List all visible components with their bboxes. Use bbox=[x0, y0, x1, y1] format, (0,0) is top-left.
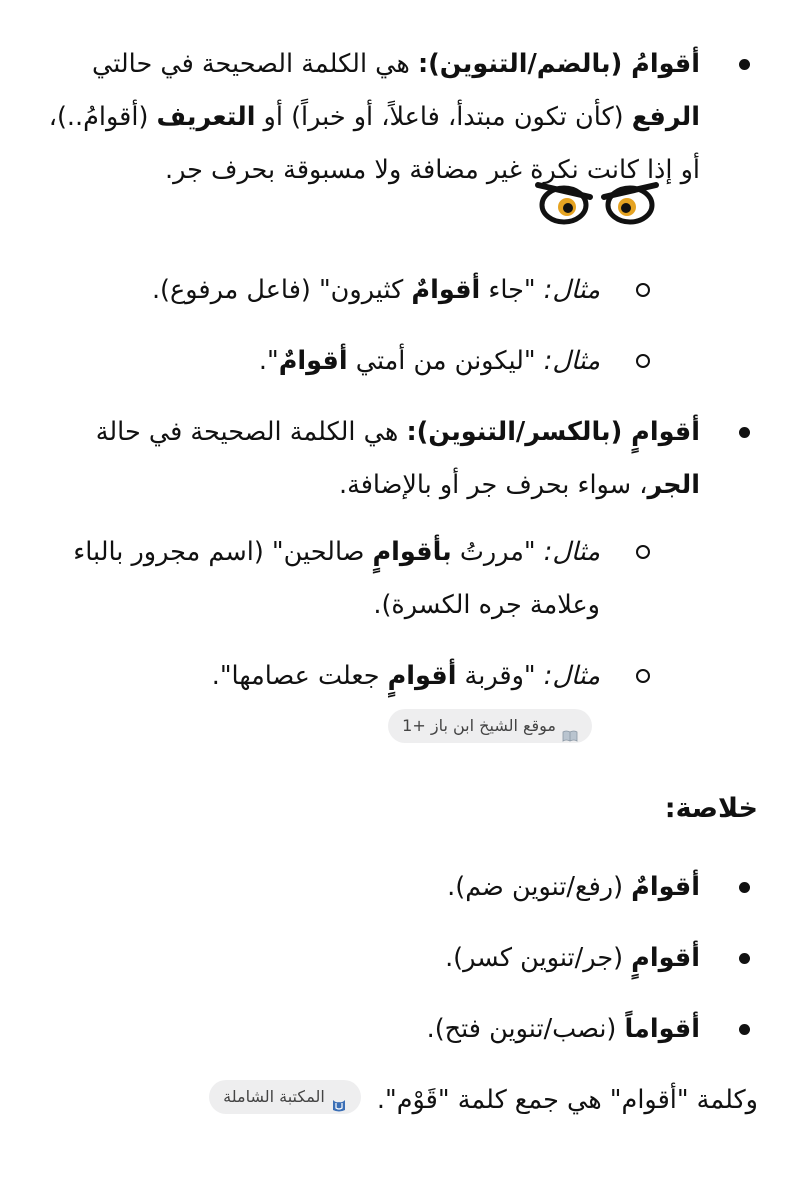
term-damma: أقوامُ (بالضم/التنوين): bbox=[417, 49, 700, 79]
circle-bullet bbox=[636, 283, 650, 297]
final-line: وكلمة "أقوام" هي جمع كلمة "قَوْم". المكتبة الشاملة bbox=[34, 1074, 758, 1127]
examples-kasra bbox=[34, 526, 700, 756]
summary-item: أقوامٌ (رفع/تنوين ضم). bbox=[34, 861, 758, 914]
term-kasra: أقوامٍ (بالكسر/التنوين): bbox=[406, 417, 700, 447]
summary-item: أقوامٍ (جر/تنوين كسر). bbox=[34, 932, 758, 985]
source-chip-shamela[interactable]: المكتبة الشاملة bbox=[209, 1080, 361, 1114]
example-item: مثال: "وقربة أقوامٍ جعلت عصامها". موقع الشيخ ابن باز +1 bbox=[34, 650, 700, 756]
bullet bbox=[739, 882, 750, 893]
circle-bullet bbox=[636, 545, 650, 559]
example-item: مثال: "مررتُ بأقوامٍ صالحين" (اسم مجرور بالباء وعلامة جره الكسرة). bbox=[34, 526, 700, 632]
summary-heading: خلاصة: bbox=[664, 793, 758, 824]
circle-bullet bbox=[636, 354, 650, 368]
bullet bbox=[739, 1024, 750, 1035]
bullet bbox=[739, 59, 750, 70]
book-icon bbox=[562, 720, 578, 732]
list-item-kasra: أقوامٍ (بالكسر/التنوين): هي الكلمة الصحيحة في حالة الجر، سواء بحرف جر أو بالإضافة. مثال: "مررتُ بأقوامٍ صالحين" (اسم مجرور بالباء وعلامة جره الكسرة). مثال: "وقربة أقوامٍ جعلت عصامها". موقع الشيخ ابن باز +1 bbox=[34, 406, 758, 756]
shamela-logo-icon bbox=[331, 1091, 347, 1103]
example-item: مثال: "ليكونن من أمتي أقوامٌ". bbox=[34, 335, 700, 388]
example-item: مثال: "جاء أقوامٌ كثيرون" (فاعل مرفوع). bbox=[34, 264, 700, 317]
bullet bbox=[739, 427, 750, 438]
circle-bullet bbox=[636, 669, 650, 683]
examples-damma bbox=[34, 264, 700, 388]
angry-eyes-icon bbox=[534, 177, 660, 244]
source-chip-binbaz[interactable]: موقع الشيخ ابن باز +1 bbox=[388, 709, 592, 743]
list-item-damma: أقوامُ (بالضم/التنوين): هي الكلمة الصحيحة في حالتي الرفع (كأن تكون مبتدأ، فاعلاً، أو خبراً) أو التعريف (أقوامُ..)، أو إذا كانت نكرة غير مضافة ولا مسبوقة بحرف جر. مثال: "جاء أقوامٌ كثيرون" (فاعل مرفوع). مثال: "ليكونن من أمتي أقوامٌ". bbox=[34, 38, 758, 388]
summary-list bbox=[34, 861, 758, 1056]
summary-item: أقواماً (نصب/تنوين فتح). bbox=[34, 1003, 758, 1056]
section-1 bbox=[34, 38, 758, 756]
bullet bbox=[739, 953, 750, 964]
